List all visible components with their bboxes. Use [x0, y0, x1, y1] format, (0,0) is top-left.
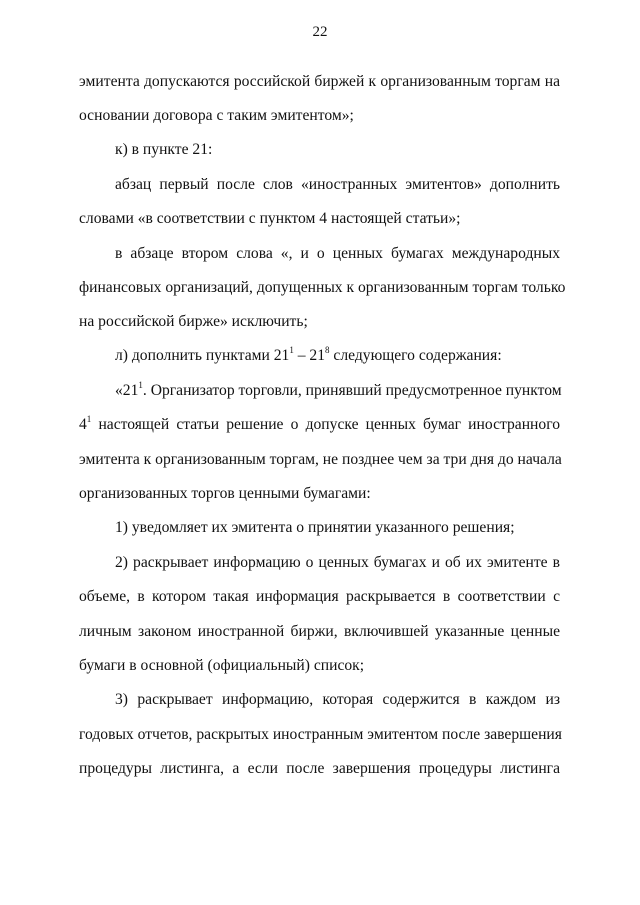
text-line: словами «в соответствии с пунктом 4 настоящей статьи»; — [79, 210, 461, 227]
text-line: организованных торгов ценными бумагами: — [79, 485, 371, 502]
text-line: личным законом иностранной биржи, включившей указанные ценные — [79, 623, 560, 640]
text-line: процедуры листинга, а если после завершения процедуры листинга — [79, 760, 560, 777]
text-line: л) дополнить пунктами $21^1 - 21^8$ следующего содержания: — [115, 344, 502, 364]
text-line: 2) раскрывает информацию о ценных бумагах и об их эмитенте в — [115, 554, 560, 571]
text-line: финансовых организаций, допущенных к организованным торгам только — [79, 279, 566, 296]
text-line: эмитента допускаются российской биржей к организованным торгам на — [79, 73, 560, 90]
text-line: бумаги в основной (официальный) список; — [79, 657, 365, 674]
text-line: к) в пункте 21: — [115, 141, 213, 158]
text-line: 3) раскрывает информацию, которая содержится в каждом из — [115, 691, 560, 708]
text-line: 1) уведомляет их эмитента о принятии указанного решения; — [115, 519, 515, 536]
text-line: абзац первый после слов «иностранных эмитентов» дополнить — [115, 176, 560, 193]
text-line: «$21^1$. Организатор торговли, принявший предусмотренное пунктом — [115, 379, 562, 399]
page-number: 22 — [312, 24, 328, 40]
text-line: объеме, в котором такая информация раскрывается в соответствии с — [79, 588, 560, 605]
text-line: в абзаце втором слова «, и о ценных бумагах международных — [115, 245, 560, 262]
text-line: годовых отчетов, раскрытых иностранным эмитентом после завершения — [79, 726, 562, 743]
text-line: на российской бирже» исключить; — [79, 313, 308, 330]
text-line: $4^1$ настоящей статьи решение о допуске ценных бумаг иностранного — [79, 413, 560, 433]
text-line: основании договора с таким эмитентом»; — [79, 107, 354, 124]
text-line: эмитента к организованным торгам, не позднее чем за три дня до начала — [79, 451, 562, 468]
